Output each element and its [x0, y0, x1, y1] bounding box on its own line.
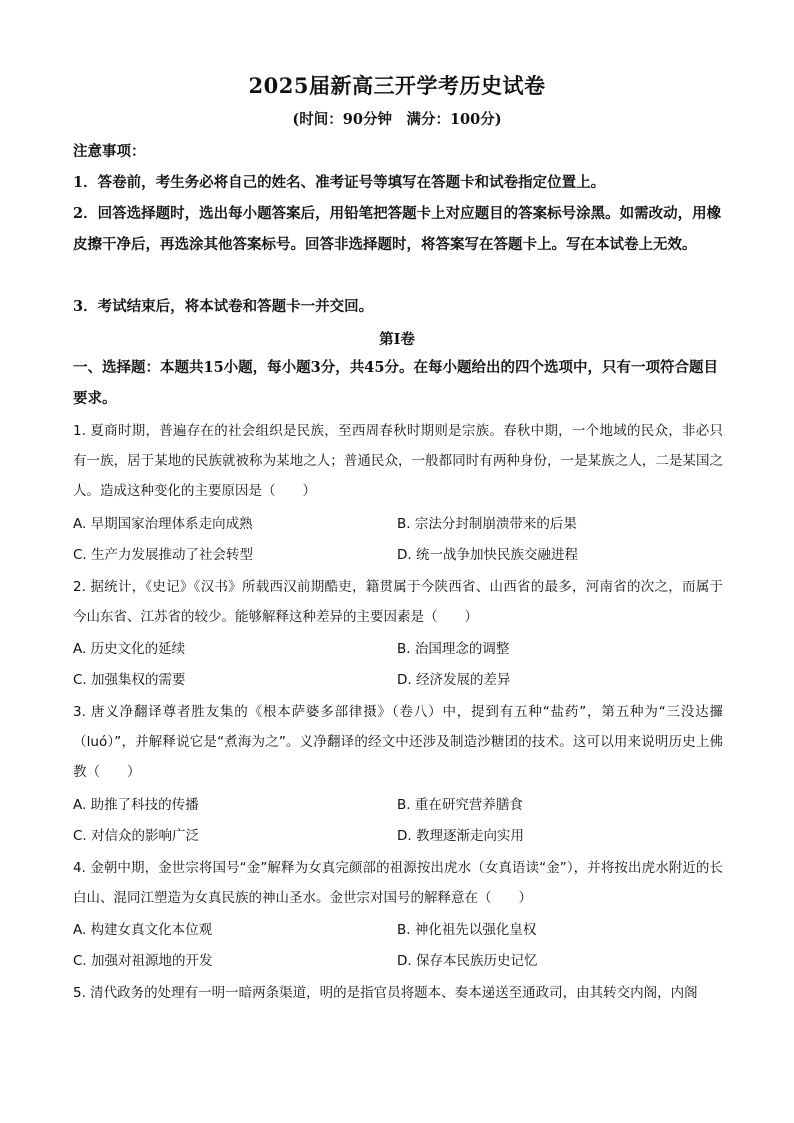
exam-subtitle: (时间：90分钟 满分：100分) [292, 111, 502, 128]
question-2-option-c: C. 加强集权的需要 [73, 672, 186, 688]
question-4-option-a: A. 构建女真文化本位观 [73, 922, 213, 938]
notice-heading: 注意事项： [73, 143, 146, 160]
question-2-option-d: D. 经济发展的差异 [397, 672, 511, 688]
question-3-option-d: D. 教理逐渐走向实用 [397, 828, 524, 844]
question-3-option-c: C. 对信众的影响广泛 [73, 828, 200, 844]
question-2-stem: 2. 据统计，《史记》《汉书》所载西汉前期酷吏，籍贯属于今陕西省、山西省的最多，河南省的次之，而属于今山东省、江苏省的较少。能够解释这种差异的主要因素是（ ） [73, 579, 723, 625]
part-label: 第Ⅰ卷 [379, 331, 415, 348]
question-4-option-c: C. 加强对祖源地的开发 [73, 953, 213, 969]
question-1-stem: 1. 夏商时期，普遍存在的社会组织是民族，至西周春秋时期则是宗族。春秋中期，一个地域的民众，非必只有一族，居于某地的民族就被称为某地之人；普通民众，一般都同时有两种身份，一是某族之人，二是某国之人。造成这种变化的主要原因是（ ） [73, 423, 723, 499]
notice-item-1: 1．答卷前，考生务必将自己的姓名、准考证号等填写在答题卡和试卷指定位置上。 [73, 174, 606, 191]
question-5-stem: 5. 清代政务的处理有一明一暗两条渠道，明的是指官员将题本、奏本递送至通政司，由其转交内阁，内阁 [73, 985, 698, 1001]
question-4-option-b: B. 神化祖先以强化皇权 [397, 922, 537, 938]
question-1-option-d: D. 统一战争加快民族交融进程 [397, 547, 578, 563]
question-3-option-b: B. 重在研究营养膳食 [397, 797, 523, 813]
notice-item-2: 2．回答选择题时，选出每小题答案后，用铅笔把答题卡上对应题目的答案标号涂黑。如需改动，用橡皮擦干净后，再选涂其他答案标号。回答非选择题时，将答案写在答题卡上。写在本试卷上无效。 [73, 205, 722, 253]
question-4-stem: 4. 金朝中期，金世宗将国号“金”解释为女真完颜部的祖源按出虎水（女真语读“金”），并将按出虎水附近的长白山、混同江塑造为女真民族的神山圣水。金世宗对国号的解释意在（ ） [73, 860, 723, 906]
question-1-option-a: A. 早期国家治理体系走向成熟 [73, 516, 253, 532]
question-2-option-b: B. 治国理念的调整 [397, 641, 510, 657]
question-1-option-c: C. 生产力发展推动了社会转型 [73, 547, 254, 563]
question-1-option-b: B. 宗法分封制崩溃带来的后果 [397, 516, 577, 532]
question-4-option-d: D. 保存本民族历史记忆 [397, 953, 538, 969]
question-3-option-a: A. 助推了科技的传播 [73, 797, 199, 813]
section-heading: 一、选择题：本题共15小题，每小题3分，共45分。在每小题给出的四个选项中，只有一项符合题目要求。 [73, 359, 718, 407]
notice-item-3: 3．考试结束后，将本试卷和答题卡一并交回。 [73, 298, 374, 315]
exam-title: 2025届新高三开学考历史试卷 [248, 73, 546, 98]
question-2-option-a: A. 历史文化的延续 [73, 641, 186, 657]
question-3-stem: 3. 唐义净翻译尊者胜友集的《根本萨婆多部律摄》（卷八）中，提到有五种“盐药”，第五种为“三没达攞（luó）”，并解释说它是“煮海为之”。义净翻译的经文中还涉及制造沙糖团的技术。这可以用来说明历史上佛教（ ） [73, 704, 723, 780]
